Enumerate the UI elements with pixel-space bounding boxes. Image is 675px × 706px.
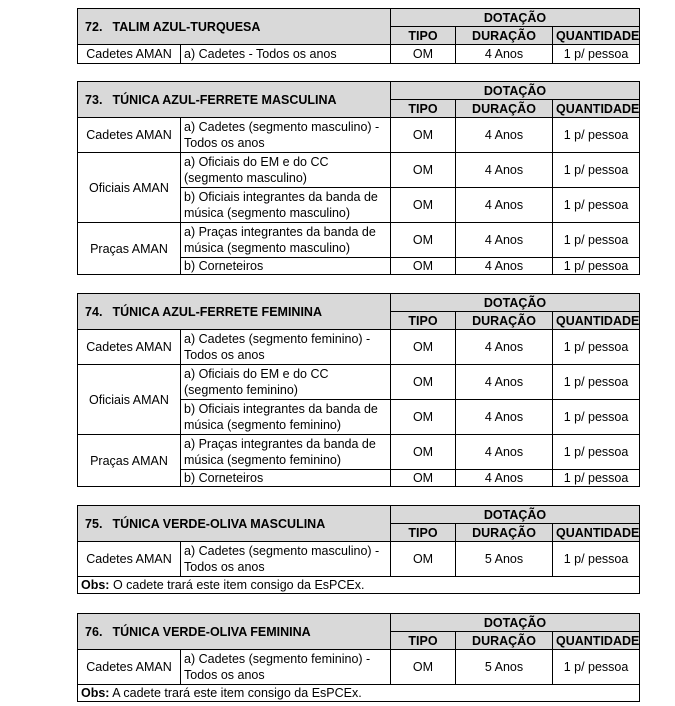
dotacao-header: DOTAÇÃO (391, 506, 640, 524)
row-description: b) Corneteiros (181, 470, 391, 487)
obs-row (78, 577, 640, 594)
row-tipo: OM (391, 470, 456, 487)
item-title: TÚNICA VERDE-OLIVA FEMININA (110, 614, 391, 650)
row-quantidade: 1 p/ pessoa (553, 153, 640, 188)
item-number: 75. (78, 506, 110, 542)
row-tipo: OM (391, 118, 456, 153)
table-row (78, 223, 640, 258)
table-row (78, 435, 640, 470)
row-tipo: OM (391, 542, 456, 577)
row-quantidade: 1 p/ pessoa (553, 188, 640, 223)
row-description: a) Cadetes (segmento feminino) - Todos os anos (181, 650, 391, 685)
row-duracao: 4 Anos (456, 258, 553, 275)
obs-note (78, 685, 640, 702)
row-tipo: OM (391, 188, 456, 223)
row-duracao: 4 Anos (456, 223, 553, 258)
row-quantidade: 1 p/ pessoa (553, 470, 640, 487)
row-quantidade: 1 p/ pessoa (553, 650, 640, 685)
group-name: Cadetes AMAN (78, 45, 181, 64)
group-name: Cadetes AMAN (78, 542, 181, 577)
table-row (78, 365, 640, 400)
item-title: TALIM AZUL-TURQUESA (110, 9, 391, 45)
row-description: b) Corneteiros (181, 258, 391, 275)
item-number: 72. (78, 9, 110, 45)
table-row (78, 45, 640, 64)
item-table-76 (77, 613, 640, 702)
row-tipo: OM (391, 223, 456, 258)
obs-text: A cadete trará este item consigo da EsPCEx. (109, 686, 362, 700)
item-title: TÚNICA AZUL-FERRETE FEMININA (110, 294, 391, 330)
item-title: TÚNICA AZUL-FERRETE MASCULINA (110, 82, 391, 118)
tipo-header: TIPO (391, 524, 456, 542)
row-description: b) Oficiais integrantes da banda de música (segmento masculino) (181, 188, 391, 223)
row-duracao: 5 Anos (456, 650, 553, 685)
row-tipo: OM (391, 400, 456, 435)
row-description: a) Oficiais do EM e do CC (segmento masculino) (181, 153, 391, 188)
row-tipo: OM (391, 45, 456, 64)
group-name: Cadetes AMAN (78, 330, 181, 365)
tipo-header: TIPO (391, 632, 456, 650)
row-duracao: 5 Anos (456, 542, 553, 577)
row-description: a) Cadetes (segmento masculino) - Todos os anos (181, 118, 391, 153)
table-row (78, 542, 640, 577)
obs-text: O cadete trará este item consigo da EsPCEx. (109, 578, 365, 592)
item-number: 74. (78, 294, 110, 330)
group-name: Cadetes AMAN (78, 650, 181, 685)
row-description: a) Cadetes - Todos os anos (181, 45, 391, 64)
table-row (78, 153, 640, 188)
obs-note (78, 577, 640, 594)
dotacao-header: DOTAÇÃO (391, 614, 640, 632)
row-description: a) Praças integrantes da banda de música (segmento feminino) (181, 435, 391, 470)
row-duracao: 4 Anos (456, 470, 553, 487)
row-tipo: OM (391, 365, 456, 400)
duracao-header: DURAÇÃO (456, 100, 553, 118)
tipo-header: TIPO (391, 100, 456, 118)
row-description: a) Oficiais do EM e do CC (segmento feminino) (181, 365, 391, 400)
duracao-header: DURAÇÃO (456, 524, 553, 542)
row-quantidade: 1 p/ pessoa (553, 258, 640, 275)
row-description: a) Praças integrantes da banda de música (segmento masculino) (181, 223, 391, 258)
row-duracao: 4 Anos (456, 400, 553, 435)
group-name: Praças AMAN (78, 435, 181, 487)
obs-row (78, 685, 640, 702)
row-duracao: 4 Anos (456, 365, 553, 400)
duracao-header: DURAÇÃO (456, 27, 553, 45)
quantidade-header: QUANTIDADE (553, 27, 640, 45)
duracao-header: DURAÇÃO (456, 312, 553, 330)
table-row (78, 330, 640, 365)
item-table-73 (77, 81, 640, 275)
row-quantidade: 1 p/ pessoa (553, 400, 640, 435)
row-duracao: 4 Anos (456, 153, 553, 188)
row-quantidade: 1 p/ pessoa (553, 223, 640, 258)
row-quantidade: 1 p/ pessoa (553, 435, 640, 470)
item-number: 73. (78, 82, 110, 118)
quantidade-header: QUANTIDADE (553, 312, 640, 330)
row-quantidade: 1 p/ pessoa (553, 365, 640, 400)
duracao-header: DURAÇÃO (456, 632, 553, 650)
dotacao-header: DOTAÇÃO (391, 82, 640, 100)
tipo-header: TIPO (391, 27, 456, 45)
row-description: b) Oficiais integrantes da banda de música (segmento feminino) (181, 400, 391, 435)
dotacao-header: DOTAÇÃO (391, 294, 640, 312)
row-description: a) Cadetes (segmento feminino) - Todos os anos (181, 330, 391, 365)
item-table-72 (77, 8, 640, 64)
group-name: Oficiais AMAN (78, 153, 181, 223)
quantidade-header: QUANTIDADE (553, 100, 640, 118)
row-duracao: 4 Anos (456, 188, 553, 223)
obs-label: Obs: (81, 578, 110, 592)
dotacao-header: DOTAÇÃO (391, 9, 640, 27)
row-tipo: OM (391, 650, 456, 685)
table-row (78, 650, 640, 685)
row-quantidade: 1 p/ pessoa (553, 330, 640, 365)
row-description: a) Cadetes (segmento masculino) - Todos os anos (181, 542, 391, 577)
item-table-75 (77, 505, 640, 594)
group-name: Oficiais AMAN (78, 365, 181, 435)
row-tipo: OM (391, 258, 456, 275)
quantidade-header: QUANTIDADE (553, 524, 640, 542)
tipo-header: TIPO (391, 312, 456, 330)
quantidade-header: QUANTIDADE (553, 632, 640, 650)
row-duracao: 4 Anos (456, 118, 553, 153)
group-name: Praças AMAN (78, 223, 181, 275)
row-quantidade: 1 p/ pessoa (553, 542, 640, 577)
group-name: Cadetes AMAN (78, 118, 181, 153)
item-title: TÚNICA VERDE-OLIVA MASCULINA (110, 506, 391, 542)
item-number: 76. (78, 614, 110, 650)
row-duracao: 4 Anos (456, 330, 553, 365)
row-duracao: 4 Anos (456, 435, 553, 470)
row-tipo: OM (391, 435, 456, 470)
row-quantidade: 1 p/ pessoa (553, 118, 640, 153)
item-table-74 (77, 293, 640, 487)
row-duracao: 4 Anos (456, 45, 553, 64)
table-row (78, 118, 640, 153)
row-tipo: OM (391, 153, 456, 188)
row-tipo: OM (391, 330, 456, 365)
obs-label: Obs: (81, 686, 110, 700)
row-quantidade: 1 p/ pessoa (553, 45, 640, 64)
